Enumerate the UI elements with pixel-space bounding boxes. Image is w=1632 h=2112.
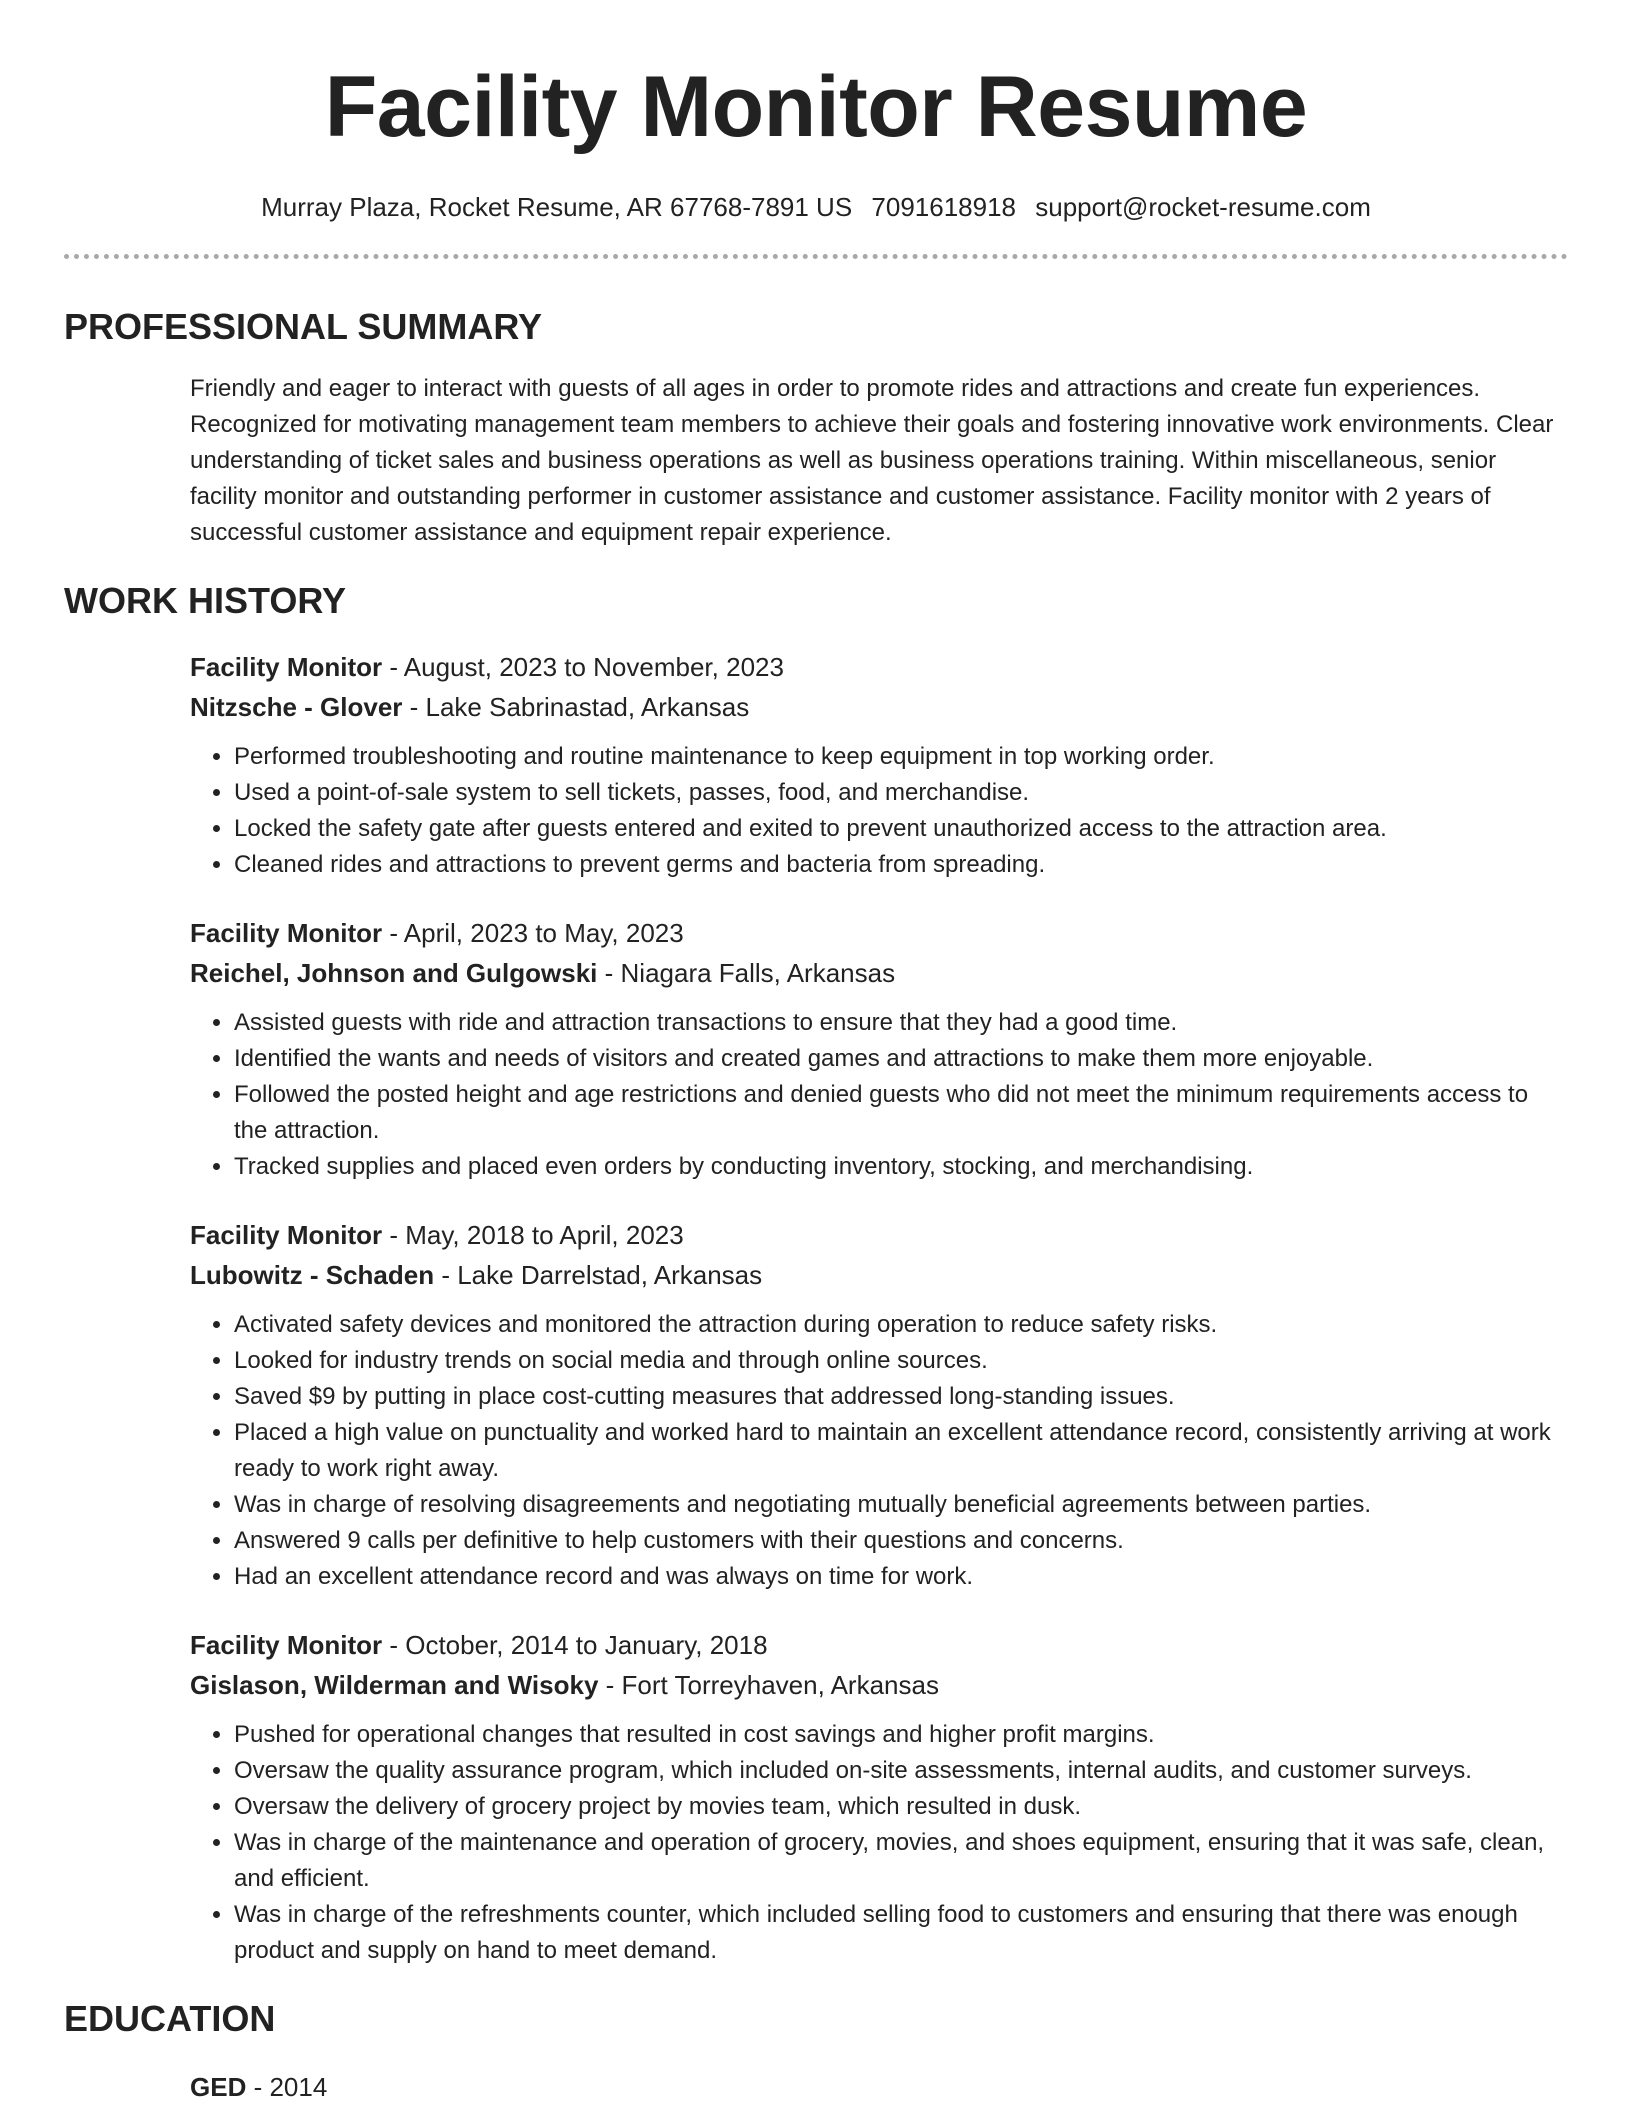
job-dates: - May, 2018 to April, 2023 <box>382 1220 684 1250</box>
job-company-line <box>190 687 1568 727</box>
bullet-item: • Was in charge of the maintenance and operation of grocery, movies, and shoes equipment, ensuring that it was safe, clean, and efficient. <box>234 1825 1568 1897</box>
job-company: Gislason, Wilderman and Wisoky <box>190 1670 599 1700</box>
job-company-line <box>190 1665 1568 1705</box>
header-divider <box>64 254 1568 259</box>
bullet-item: • Used a point-of-sale system to sell tickets, passes, food, and merchandise. <box>234 775 1568 811</box>
job-company-line <box>190 1255 1568 1295</box>
bullet-item: • Oversaw the quality assurance program, which included on-site assessments, internal audits, and customer surveys. <box>234 1753 1568 1789</box>
job-bullets <box>190 1717 1568 1969</box>
contact-phone: 7091618918 <box>871 192 1017 222</box>
job-company: Reichel, Johnson and Gulgowski <box>190 958 598 988</box>
job-title: Facility Monitor <box>190 652 383 682</box>
education-degree: GED <box>190 2072 247 2102</box>
bullet-item: • Saved $9 by putting in place cost-cutting measures that addressed long-standing issues. <box>234 1379 1568 1415</box>
education-heading: EDUCATION <box>64 1998 276 2039</box>
education-entry <box>190 2067 1568 2107</box>
job-company: Nitzsche - Glover <box>190 692 403 722</box>
job-dates: - August, 2023 to November, 2023 <box>382 652 784 682</box>
bullet-item: • Oversaw the delivery of grocery project by movies team, which resulted in dusk. <box>234 1789 1568 1825</box>
job-company: Lubowitz - Schaden <box>190 1260 435 1290</box>
job-title-line <box>190 647 1568 687</box>
bullet-item: • Assisted guests with ride and attraction transactions to ensure that they had a good time. <box>234 1005 1568 1041</box>
contact-address: Murray Plaza, Rocket Resume, AR 67768-7891 US <box>261 192 853 222</box>
job-entry <box>190 1215 1568 1595</box>
resume-title: Facility Monitor Resume <box>324 59 1308 155</box>
job-entry <box>190 1625 1568 1969</box>
job-title: Facility Monitor <box>190 1630 383 1660</box>
job-location: - Lake Sabrinastad, Arkansas <box>402 692 750 722</box>
job-bullets <box>190 739 1568 883</box>
work-history-heading: WORK HISTORY <box>64 580 347 621</box>
bullet-item: • Looked for industry trends on social media and through online sources. <box>234 1343 1568 1379</box>
resume-page <box>64 0 1568 2107</box>
job-title-line <box>190 1625 1568 1665</box>
job-entry <box>190 913 1568 1185</box>
bullet-item: • Followed the posted height and age restrictions and denied guests who did not meet the minimum requirements access to the attraction. <box>234 1077 1568 1149</box>
bullet-item: • Pushed for operational changes that resulted in cost savings and higher profit margins. <box>234 1717 1568 1753</box>
job-location: - Fort Torreyhaven, Arkansas <box>598 1670 939 1700</box>
contact-line <box>64 190 1568 224</box>
bullet-item: • Placed a high value on punctuality and worked hard to maintain an excellent attendance record, consistently arriving at work ready to work right away. <box>234 1415 1568 1487</box>
job-location: - Lake Darrelstad, Arkansas <box>434 1260 763 1290</box>
contact-email: support@rocket-resume.com <box>1035 192 1371 222</box>
job-company-line <box>190 953 1568 993</box>
education-year: - 2014 <box>246 2072 328 2102</box>
job-title: Facility Monitor <box>190 918 383 948</box>
summary-text: Friendly and eager to interact with guests of all ages in order to promote rides and attractions and create fun experiences. Recognized for motivating management team members to achieve their goals and fostering innovative work environments. Clear understanding of ticket sales and business operations as well as business operations training. Within miscellaneous, senior facility monitor and outstanding performer in customer assistance and customer assistance. Facility monitor with 2 years of successful customer assistance and equipment repair experience. <box>190 375 1554 546</box>
bullet-item: • Answered 9 calls per definitive to help customers with their questions and concerns. <box>234 1523 1568 1559</box>
bullet-item: • Was in charge of the refreshments counter, which included selling food to customers and ensuring that there was enough product and supply on hand to meet demand. <box>234 1897 1568 1969</box>
job-title-line <box>190 913 1568 953</box>
bullet-item: • Locked the safety gate after guests entered and exited to prevent unauthorized access to the attraction area. <box>234 811 1568 847</box>
bullet-item: • Was in charge of resolving disagreements and negotiating mutually beneficial agreements between parties. <box>234 1487 1568 1523</box>
bullet-item: • Had an excellent attendance record and was always on time for work. <box>234 1559 1568 1595</box>
job-title: Facility Monitor <box>190 1220 383 1250</box>
bullet-item: • Identified the wants and needs of visitors and created games and attractions to make them more enjoyable. <box>234 1041 1568 1077</box>
job-dates: - April, 2023 to May, 2023 <box>382 918 684 948</box>
bullet-item: • Performed troubleshooting and routine maintenance to keep equipment in top working order. <box>234 739 1568 775</box>
job-entry <box>190 647 1568 883</box>
bullet-item: • Activated safety devices and monitored the attraction during operation to reduce safety risks. <box>234 1307 1568 1343</box>
job-dates: - October, 2014 to January, 2018 <box>382 1630 768 1660</box>
job-location: - Niagara Falls, Arkansas <box>597 958 896 988</box>
job-bullets <box>190 1307 1568 1595</box>
summary-heading: PROFESSIONAL SUMMARY <box>64 306 543 347</box>
bullet-item: • Cleaned rides and attractions to prevent germs and bacteria from spreading. <box>234 847 1568 883</box>
job-bullets <box>190 1005 1568 1185</box>
job-title-line <box>190 1215 1568 1255</box>
bullet-item: • Tracked supplies and placed even orders by conducting inventory, stocking, and merchandising. <box>234 1149 1568 1185</box>
